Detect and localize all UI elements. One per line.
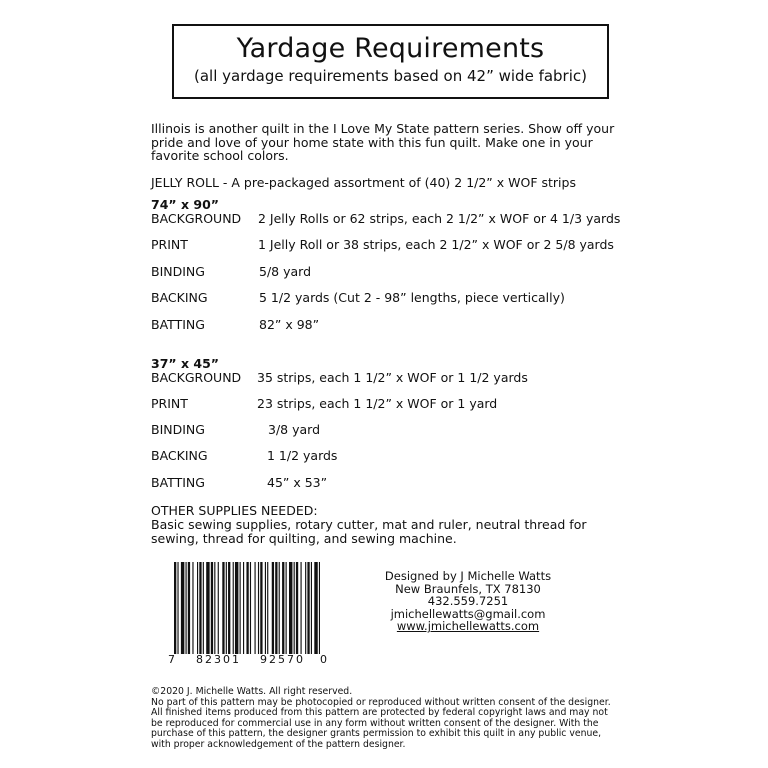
legal-notice (151, 687, 621, 750)
other-supplies-heading: OTHER SUPPLIES NEEDED: (151, 503, 318, 518)
requirement-label: BACKGROUND (151, 370, 242, 385)
requirement-value: 45” x 53” (267, 475, 328, 490)
barcode-digit-first: 7 (168, 653, 175, 666)
designer-website-link[interactable]: www.jmichellewatts.com (396, 619, 540, 633)
designer-contact (378, 570, 558, 633)
barcode-bar (222, 562, 224, 654)
requirement-value: 5 1/2 yards (Cut 2 - 98” lengths, piece vertically) (259, 290, 565, 305)
requirement-value: 23 strips, each 1 1/2” x WOF or 1 yard (257, 396, 498, 411)
requirement-value: 1 1/2 yards (267, 448, 338, 463)
other-supplies-text: Basic sewing supplies, rotary cutter, mat and ruler, neutral thread for sewing, thread for quilting, and sewing machine. (151, 517, 587, 546)
barcode-bar (228, 562, 230, 654)
barcode-bar (311, 562, 312, 654)
barcode-bar (255, 562, 256, 654)
barcode-bar (296, 562, 298, 654)
other-supplies (151, 504, 621, 546)
barcode-bar (258, 562, 259, 654)
page-subtitle: (all yardage requirements based on 42” wide fabric) (194, 67, 587, 85)
requirement-value: 5/8 yard (259, 264, 312, 279)
barcode-bar (188, 562, 190, 654)
intro-paragraph: Illinois is another quilt in the I Love My State pattern series. Show off your pride and love of your home state with this fun quilt. Make one in your favorite school colors. (151, 121, 615, 163)
barcode-bar (267, 562, 268, 654)
barcode-bar (226, 562, 227, 654)
barcode-bar (272, 562, 274, 654)
barcode-digit-last: 0 (320, 653, 327, 666)
designer-email[interactable]: jmichellewatts@gmail.com (390, 606, 546, 621)
barcode-bar (218, 562, 219, 654)
designer-city: New Braunfels, TX 78130 (395, 581, 541, 596)
barcode-bar (275, 562, 277, 654)
barcode-bar (240, 562, 241, 654)
requirement-label: PRINT (151, 396, 188, 411)
barcode-bar (246, 562, 248, 654)
barcode-bar (301, 562, 302, 654)
requirement-label: BATTING (151, 475, 205, 490)
page-title: Yardage Requirements (236, 33, 545, 64)
barcode-bar (307, 562, 309, 654)
requirement-value: 1 Jelly Roll or 38 strips, each 2 1/2” x WOF or 2 5/8 yards (258, 237, 614, 252)
requirement-label: BATTING (151, 317, 205, 332)
requirement-value: 2 Jelly Rolls or 62 strips, each 2 1/2” x WOF or 4 1/3 yards (258, 211, 621, 226)
barcode-bar (181, 562, 184, 654)
barcode (168, 562, 328, 666)
barcode-bar (177, 562, 178, 654)
requirement-value: 82” x 98” (259, 317, 320, 332)
requirement-label: BINDING (151, 264, 205, 279)
barcode-bar (199, 562, 201, 654)
barcode-bar (206, 562, 209, 654)
barcode-bar (192, 562, 193, 654)
barcode-bar (197, 562, 198, 654)
barcode-bar (314, 562, 317, 654)
copyright-text: No part of this pattern may be photocopied or reproduced without written consent of the designer. All finished items produced from this pattern are protected by federal copyright laws and may not be reproduced for commercial use in any form without written consent of the designer. With the purchase of this pattern, the designer grants permission to exhibit this quilt in any public venue, with proper acknowledgement of the pattern designer. (151, 696, 611, 750)
barcode-bar (214, 562, 215, 654)
requirement-label: BACKING (151, 448, 208, 463)
barcode-bar (319, 562, 320, 654)
jelly-roll-note: JELLY ROLL - A pre-packaged assortment of (40) 2 1/2” x WOF strips (151, 175, 576, 190)
requirement-label: PRINT (151, 237, 188, 252)
requirement-value: 3/8 yard (268, 422, 321, 437)
barcode-bars (174, 562, 320, 654)
barcode-bar (211, 562, 213, 654)
barcode-bar (235, 562, 238, 654)
requirement-label: BACKGROUND (151, 211, 242, 226)
barcode-bar (250, 562, 251, 654)
barcode-bar (286, 562, 287, 654)
barcode-bar (282, 562, 284, 654)
barcode-bar (260, 562, 262, 654)
requirement-value: 35 strips, each 1 1/2” x WOF or 1 1/2 yards (257, 370, 528, 385)
barcode-bar (243, 562, 244, 654)
size-small-heading: 37” x 45” (151, 356, 219, 371)
barcode-bar (289, 562, 292, 654)
title-box (172, 24, 609, 99)
barcode-bar (305, 562, 306, 654)
barcode-bar (294, 562, 295, 654)
requirement-label: BACKING (151, 290, 208, 305)
barcode-group-right: 92570 (260, 653, 305, 666)
copyright-line: ©2020 J. Michelle Watts. All right reserved. (151, 686, 353, 697)
barcode-bar (203, 562, 204, 654)
barcode-bar (265, 562, 266, 654)
size-large-heading: 74” x 90” (151, 197, 219, 212)
barcode-bar (233, 562, 234, 654)
requirement-label: BINDING (151, 422, 205, 437)
barcode-group-left: 82301 (196, 653, 241, 666)
barcode-bar (279, 562, 280, 654)
barcode-bar (186, 562, 187, 654)
barcode-bar (174, 562, 176, 654)
designer-name: Designed by J Michelle Watts (384, 569, 552, 583)
designer-phone: 432.559.7251 (427, 594, 509, 608)
